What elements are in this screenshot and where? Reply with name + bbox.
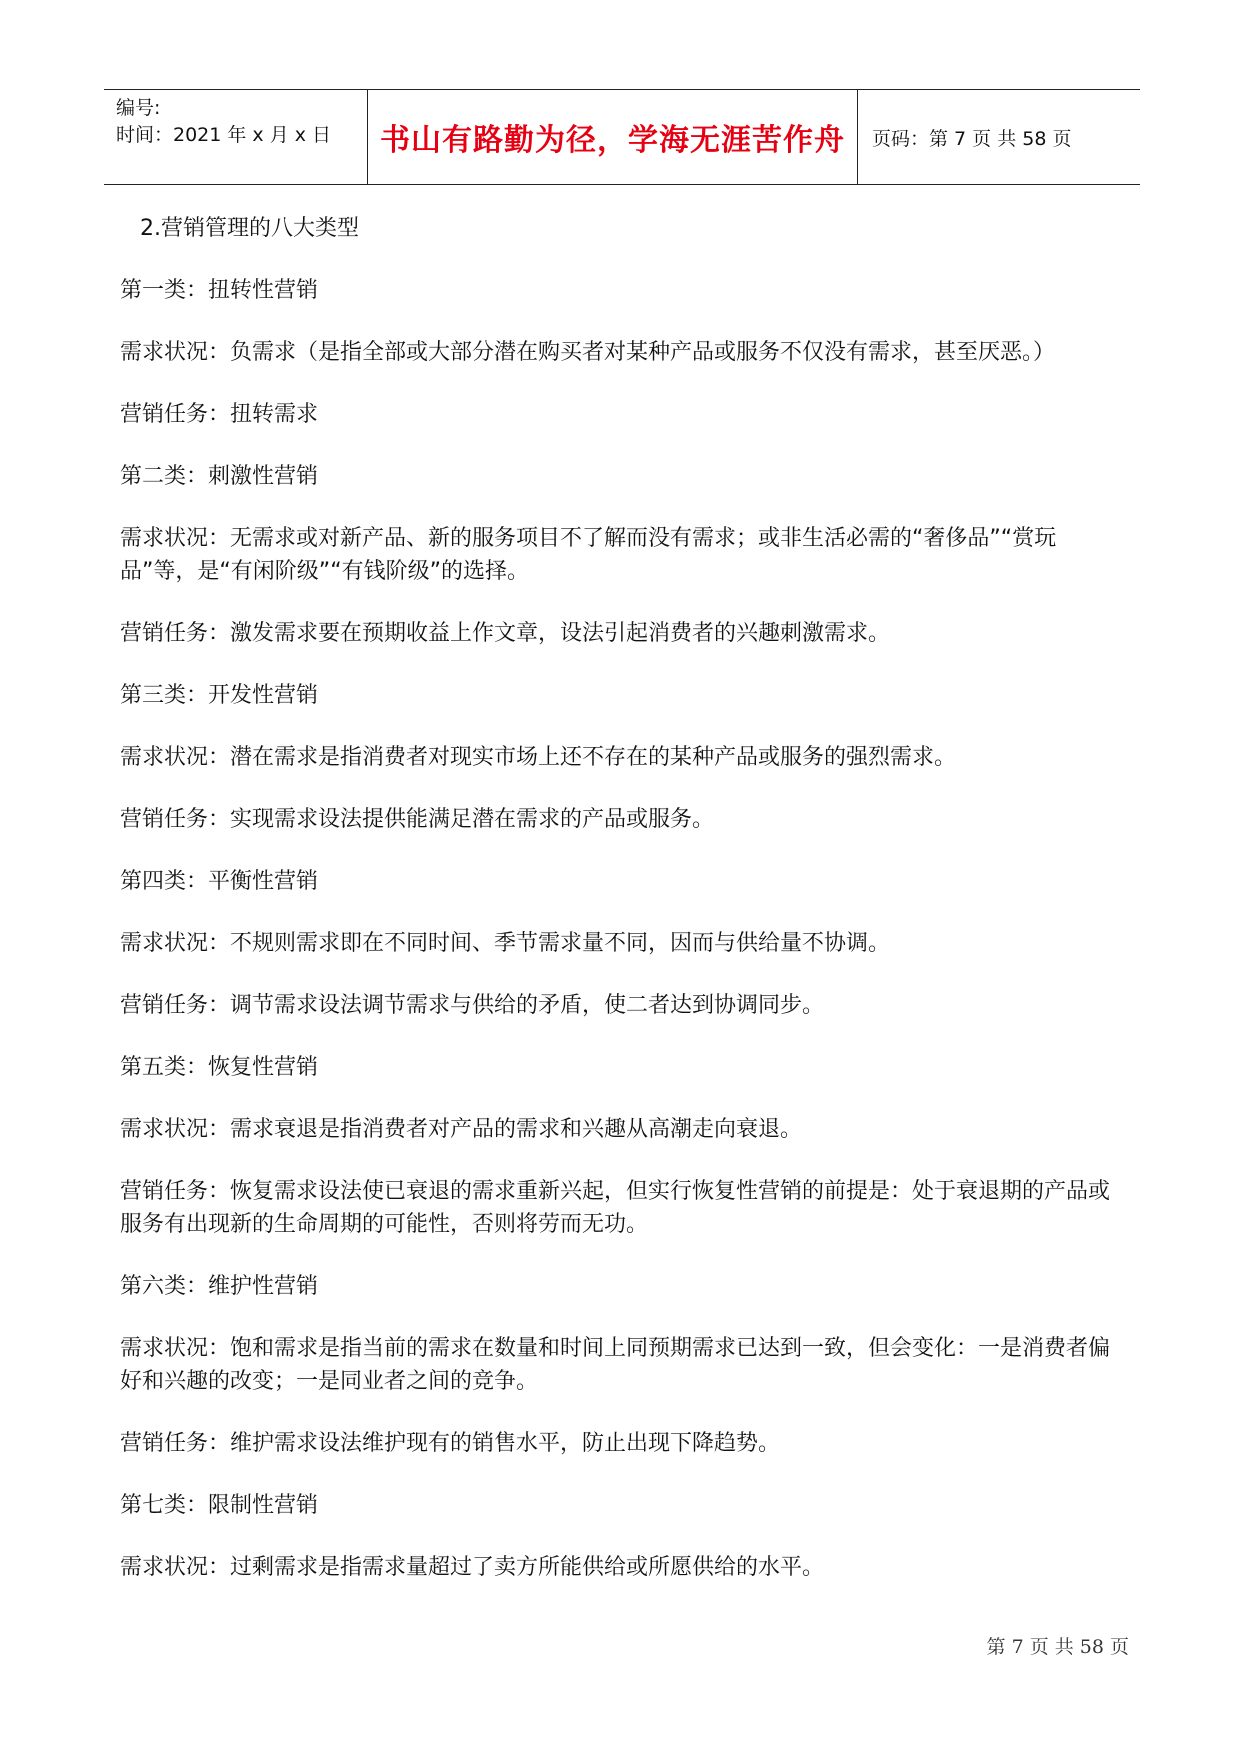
header-meta-cell: [104, 90, 368, 184]
document-body: [120, 212, 1130, 1613]
type-1-demand: 需求状况：负需求（是指全部或大部分潜在购买者对某种产品或服务不仅没有需求，甚至厌恶。）: [120, 340, 1056, 365]
type-1-task: 营销任务：扭转需求: [120, 402, 319, 427]
header-motto: 书山有路勤为径，学海无涯苦作舟: [380, 123, 845, 158]
type-3-demand: 需求状况：潜在需求是指消费者对现实市场上还不存在的某种产品或服务的强烈需求。: [120, 745, 957, 770]
type-6-demand: 需求状况：饱和需求是指当前的需求在数量和时间上同预期需求已达到一致，但会变化：一是消费者偏好和兴趣的改变；一是同业者之间的竞争。: [120, 1336, 1111, 1394]
type-1-title: 第一类：扭转性营销: [120, 278, 319, 303]
type-2-title: 第二类：刺激性营销: [120, 464, 319, 489]
type-2-task: 营销任务：激发需求要在预期收益上作文章，设法引起消费者的兴趣刺激需求。: [120, 621, 891, 646]
header-table: [104, 89, 1140, 185]
type-4-task: 营销任务：调节需求设法调节需求与供给的矛盾，使二者达到协调同步。: [120, 993, 825, 1018]
type-3-title: 第三类：开发性营销: [120, 683, 319, 708]
type-3-task: 营销任务：实现需求设法提供能满足潜在需求的产品或服务。: [120, 807, 715, 832]
type-2-demand: 需求状况：无需求或对新产品、新的服务项目不了解而没有需求；或非生活必需的“奢侈品”“赏玩品”等，是“有闲阶级”“有钱阶级”的选择。: [120, 526, 1057, 584]
document-number-label: 编号:: [116, 97, 161, 119]
header-page-cell: [858, 90, 1140, 184]
type-6-task: 营销任务：维护需求设法维护现有的销售水平，防止出现下降趋势。: [120, 1431, 781, 1456]
type-4-demand: 需求状况：不规则需求即在不同时间、季节需求量不同，因而与供给量不协调。: [120, 931, 891, 956]
type-7-title: 第七类：限制性营销: [120, 1493, 319, 1518]
section-title: 2.营销管理的八大类型: [140, 216, 359, 241]
header-motto-cell: [368, 90, 858, 184]
type-7-demand: 需求状况：过剩需求是指需求量超过了卖方所能供给或所愿供给的水平。: [120, 1555, 825, 1580]
type-5-demand: 需求状况：需求衰退是指消费者对产品的需求和兴趣从高潮走向衰退。: [120, 1117, 803, 1142]
type-6-title: 第六类：维护性营销: [120, 1274, 319, 1299]
type-4-title: 第四类：平衡性营销: [120, 869, 319, 894]
page-footer: 第 7 页 共 58 页: [986, 1636, 1129, 1658]
document-time-label: 时间：2021 年 x 月 x 日: [116, 124, 332, 146]
type-5-title: 第五类：恢复性营销: [120, 1055, 319, 1080]
header-page-number: 页码：第 7 页 共 58 页: [872, 127, 1072, 150]
type-5-task: 营销任务：恢复需求设法使已衰退的需求重新兴起，但实行恢复性营销的前提是：处于衰退期的产品或服务有出现新的生命周期的可能性，否则将劳而无功。: [120, 1179, 1111, 1237]
